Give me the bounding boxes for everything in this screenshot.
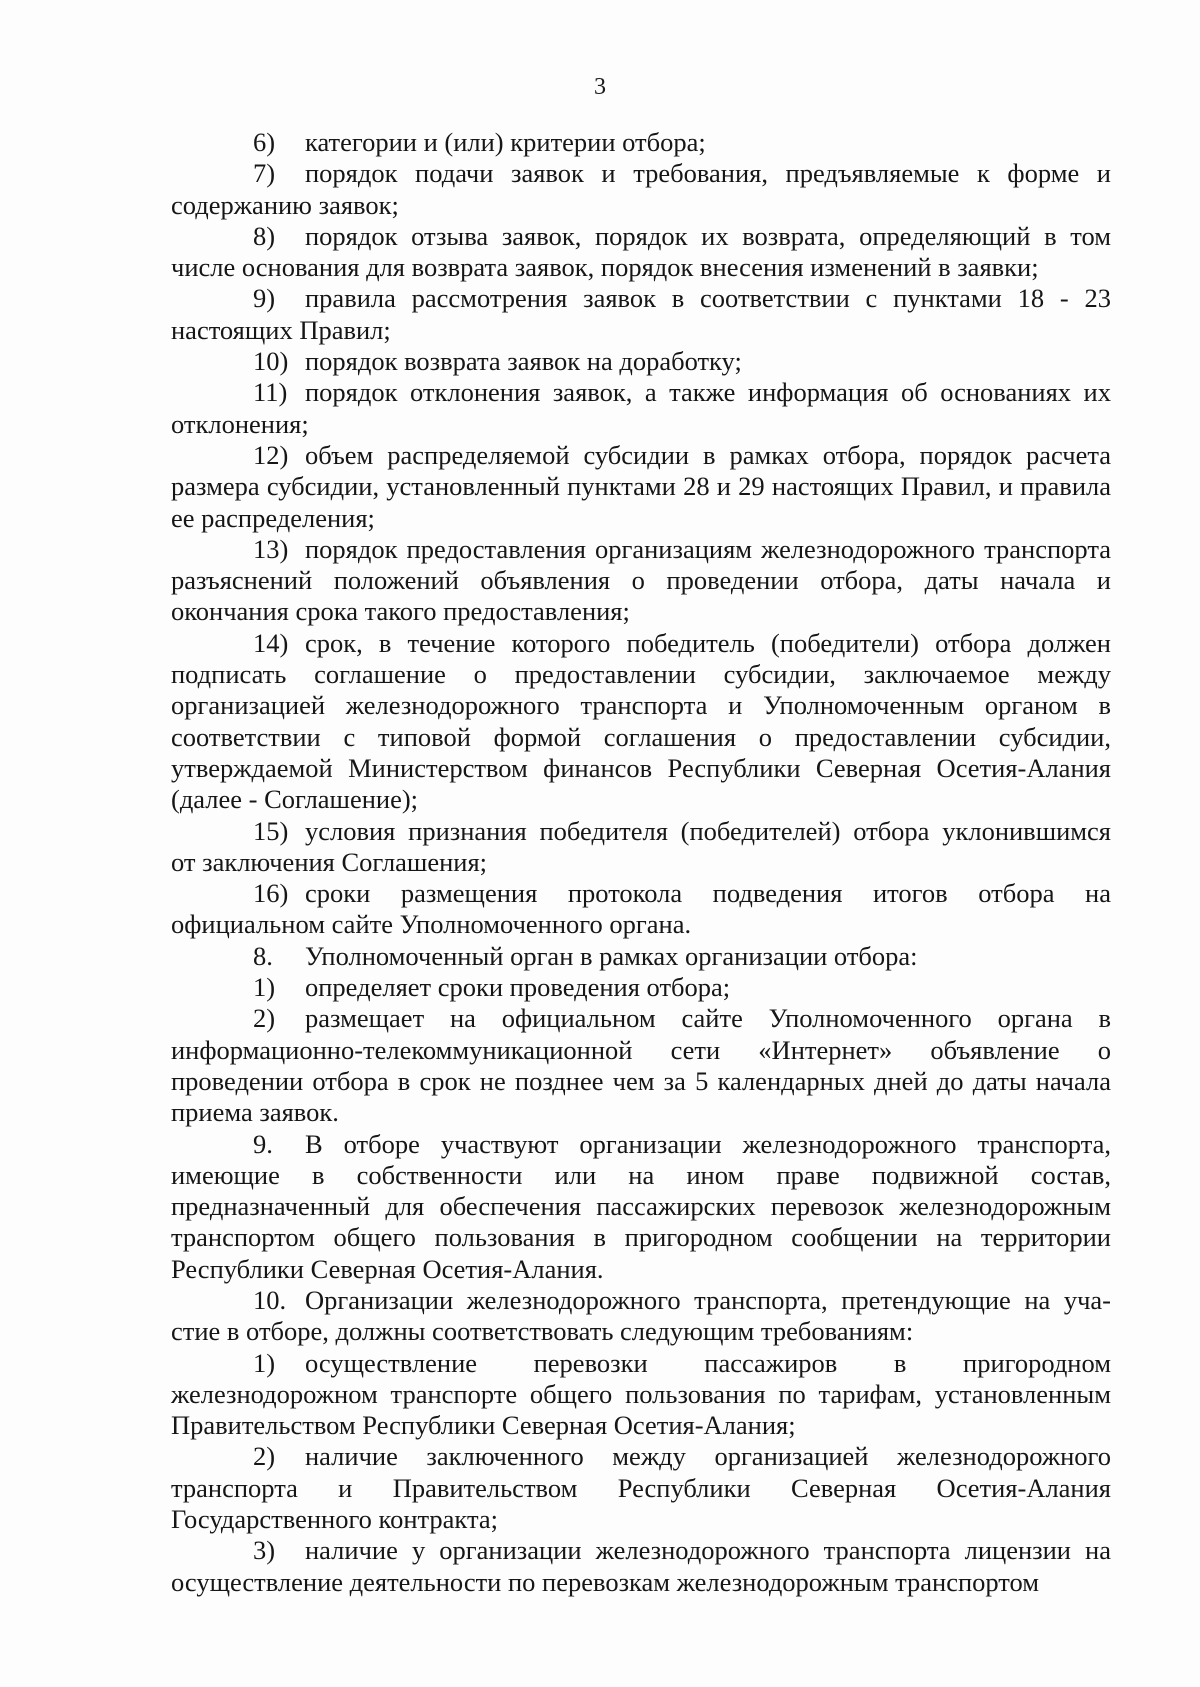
- section-item: [171, 1285, 1111, 1348]
- list-item: [171, 221, 1111, 284]
- item-number: 15): [253, 815, 289, 846]
- item-text: сроки размещения протокола подведения итогов отбора на официальном сайте Уполномоченного органа.: [171, 878, 1111, 940]
- item-text: порядок возврата заявок на доработку;: [305, 346, 742, 377]
- item-number: 13): [253, 533, 289, 564]
- item-number: 8): [253, 220, 276, 251]
- item-number: 16): [253, 878, 289, 909]
- list-item: [171, 972, 1111, 1003]
- item-text: объем распределяемой субсидии в рамках отбора, порядок расчета размера субсидии, установленный пунктами 28 и 29 настоящих Правил, и правила ее распределения;: [171, 439, 1111, 533]
- list-item: [171, 127, 1111, 158]
- list-item: [171, 534, 1111, 628]
- item-text: размещает на официальном сайте Уполномоченного органа в информационно-телекоммуникационной сети «Интернет» объявление о проведении отбора в срок не позднее чем за 5 календарных дней до даты начала приема заявок.: [171, 1003, 1111, 1128]
- item-text: условия признания победителя (победителей) отбора уклонившимся от заключения Соглашения;: [171, 815, 1111, 877]
- list-item: [171, 377, 1111, 440]
- list-item: [171, 878, 1111, 941]
- list-item: [171, 346, 1111, 377]
- item-text: порядок подачи заявок и требования, предъявляемые к форме и содержанию заявок;: [171, 158, 1111, 220]
- item-number: 12): [253, 439, 289, 470]
- item-text: срок, в течение которого победитель (победители) отбора должен подписать соглашение о предоставлении субсидии, заключаемое между организацией железнодорожного транспорта и Уполномоченным органом в соответствии с типовой формой соглашения о предоставлении субсидии, утверждаемой Министерством финансов Республики Северная Осетия-Алания (далее - Соглашение);: [171, 627, 1111, 815]
- section-number: 9.: [253, 1128, 273, 1159]
- item-text: наличие заключенного между организацией железнодорожного транспорта и Правительством Республики Северная Осетия-Алания Государственного контракта;: [171, 1441, 1111, 1535]
- item-text: порядок отклонения заявок, а также информация об основаниях их отклонения;: [171, 377, 1111, 439]
- list-item: [171, 1535, 1111, 1598]
- item-number: 2): [253, 1441, 276, 1472]
- item-text: наличие у организации железнодорожного транспорта лицензии на осуществление деятельности по перевозкам железнодорожным транспортом: [171, 1535, 1111, 1597]
- item-text: определяет сроки проведения отбора;: [305, 972, 731, 1003]
- list-item: [171, 1003, 1111, 1128]
- section-item: [171, 1129, 1111, 1285]
- section-text: Организации железнодорожного транспорта, претендующие на уча-стие в отборе, должны соответствовать следующим требованиям:: [171, 1284, 1111, 1347]
- item-text: правила рассмотрения заявок в соответствии с пунктами 18 - 23 настоящих Правил;: [171, 283, 1111, 345]
- section-text: В отборе участвуют организации железнодорожного транспорта, имеющие в собственности или на ином праве подвижной состав, предназначенный для обеспечения пассажирских перевозок железнодорожным транспортом общего пользования в пригородном сообщении на территории Республики Северная Осетия-Алания.: [171, 1128, 1111, 1284]
- document-body: [171, 127, 1111, 1598]
- item-number: 2): [253, 1003, 276, 1034]
- item-number: 6): [253, 127, 276, 157]
- section-number: 10.: [253, 1284, 287, 1315]
- item-number: 1): [253, 1347, 276, 1378]
- item-number: 7): [253, 158, 276, 189]
- item-text: категории и (или) критерии отбора;: [305, 127, 706, 157]
- section-text: Уполномоченный орган в рамках организации отбора:: [305, 940, 918, 971]
- section-item: [171, 941, 1111, 972]
- item-number: 14): [253, 627, 289, 658]
- list-item: [171, 1348, 1111, 1442]
- list-item: [171, 158, 1111, 221]
- item-text: порядок предоставления организациям железнодорожного транспорта разъяснений положений объявления о проведении отбора, даты начала и окончания срока такого предоставления;: [171, 533, 1111, 627]
- list-item: [171, 1441, 1111, 1535]
- item-number: 1): [253, 972, 276, 1003]
- item-number: 3): [253, 1535, 276, 1566]
- list-item: [171, 816, 1111, 879]
- item-number: 11): [253, 377, 288, 408]
- item-number: 10): [253, 346, 289, 377]
- list-item: [171, 628, 1111, 816]
- item-text: осуществление перевозки пассажиров в пригородном железнодорожном транспорте общего пользования по тарифам, установленным Правительством Республики Северная Осетия-Алания;: [171, 1347, 1111, 1441]
- section-number: 8.: [253, 940, 273, 971]
- item-number: 9): [253, 283, 276, 314]
- list-item: [171, 440, 1111, 534]
- page-number: 3: [594, 74, 606, 100]
- list-item: [171, 283, 1111, 346]
- item-text: порядок отзыва заявок, порядок их возврата, определяющий в том числе основания для возврата заявок, порядок внесения изменений в заявки;: [171, 220, 1111, 283]
